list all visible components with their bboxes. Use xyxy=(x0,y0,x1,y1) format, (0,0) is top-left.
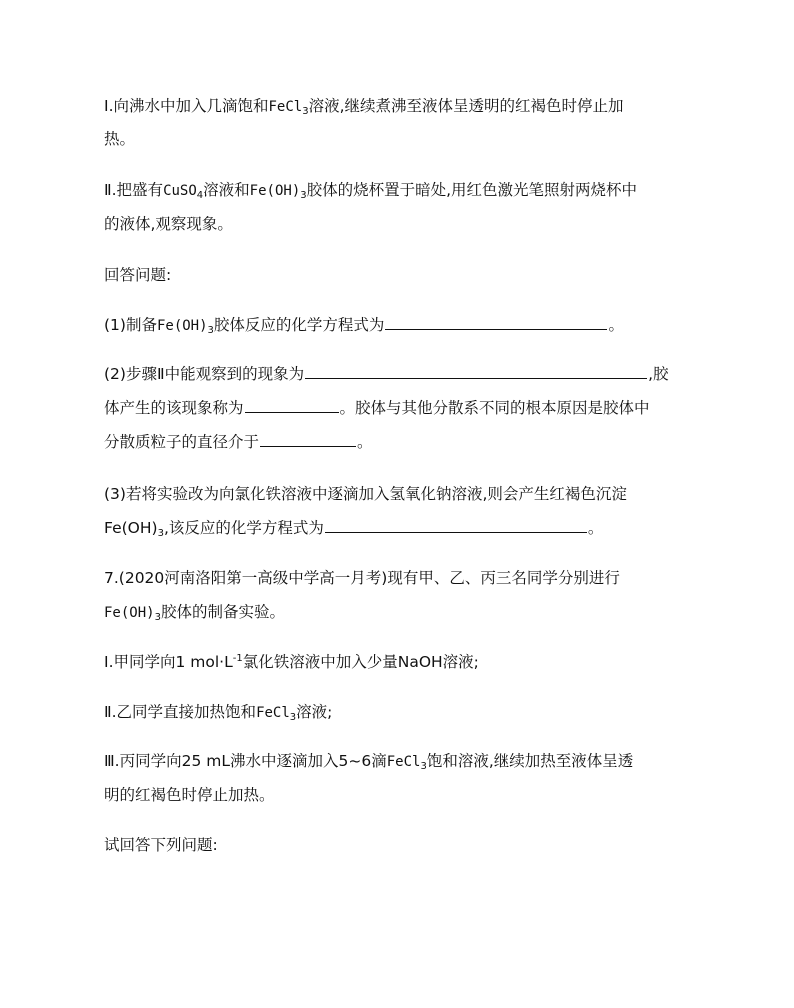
answer-prompt xyxy=(104,265,702,287)
formula-fecl3: FeCl xyxy=(268,99,303,115)
text: Ⅰ.向沸水中加入几滴饱和 xyxy=(104,97,269,115)
formula-feoh3: Fe(OH) xyxy=(104,519,158,537)
procedure-3-line-1 xyxy=(104,751,702,773)
text: 氯化铁溶液中加入少量NaOH溶液; xyxy=(242,653,479,671)
text: Ⅲ.丙同学向25 mL沸水中逐滴加入5~6滴 xyxy=(104,752,387,770)
subscript: 4 xyxy=(196,190,204,201)
formula-fecl3: FeCl xyxy=(256,705,290,721)
text: 的液体,观察现象。 xyxy=(104,215,233,233)
text: 分散质粒子的直径介于 xyxy=(104,433,260,451)
question-1 xyxy=(104,315,702,337)
step-1-line-2 xyxy=(104,129,702,151)
subscript: 3 xyxy=(302,106,309,117)
subscript: 3 xyxy=(154,612,161,623)
question-3-line-2 xyxy=(104,518,702,540)
text: 回答问题: xyxy=(104,266,172,284)
question-3-line-1 xyxy=(104,484,702,506)
text: 饱和溶液,继续加热至液体呈透 xyxy=(426,752,634,770)
procedure-2 xyxy=(104,702,702,724)
text: 热。 xyxy=(104,130,136,148)
text: Ⅰ.甲同学向1 mol·L xyxy=(104,653,233,671)
text: 。 xyxy=(357,433,373,451)
formula-feoh3: Fe(OH) xyxy=(249,183,301,199)
question-2-line-2 xyxy=(104,398,702,420)
formula-fecl3: FeCl xyxy=(386,754,421,770)
procedure-1 xyxy=(104,652,702,674)
subscript: 3 xyxy=(289,712,297,723)
formula-cuso4: CuSO xyxy=(163,183,197,199)
formula-feoh3: Fe(OH) xyxy=(104,605,155,621)
text: 胶体的制备实验。 xyxy=(160,603,285,621)
answer-blank[interactable] xyxy=(245,398,339,413)
superscript: -1 xyxy=(232,653,243,664)
text: 。 xyxy=(608,316,624,334)
answer-blank[interactable] xyxy=(385,315,607,330)
question-2-line-3 xyxy=(104,432,702,454)
text: 体产生的该现象称为 xyxy=(104,399,244,417)
text: Ⅱ.乙同学直接加热饱和 xyxy=(104,703,257,721)
step-2-line-2 xyxy=(104,214,702,236)
text: 胶体反应的化学方程式为 xyxy=(213,316,385,334)
answer-blank[interactable] xyxy=(305,364,647,379)
question-7-line-2 xyxy=(104,602,702,624)
text: 7.(2020河南洛阳第一高级中学高一月考)现有甲、乙、丙三名同学分别进行 xyxy=(104,569,620,587)
subscript: 3 xyxy=(420,761,427,772)
subscript: 3 xyxy=(207,325,214,336)
formula-feoh3: Fe(OH) xyxy=(156,318,208,334)
final-prompt xyxy=(104,835,702,857)
question-2-line-1 xyxy=(104,364,702,386)
text: 明的红褐色时停止加热。 xyxy=(104,786,275,804)
procedure-3-line-2 xyxy=(104,785,702,807)
text: 溶液和 xyxy=(203,181,250,199)
answer-blank[interactable] xyxy=(260,432,356,447)
subscript: 3 xyxy=(157,528,164,539)
answer-blank[interactable] xyxy=(325,518,587,533)
text: 。胶体与其他分散系不同的根本原因是胶体中 xyxy=(339,399,650,417)
text: 溶液; xyxy=(296,703,333,721)
text: 。 xyxy=(587,519,604,537)
text: (3)若将实验改为向氯化铁溶液中逐滴加入氢氧化钠溶液,则会产生红褐色沉淀 xyxy=(104,485,627,503)
step-2-line-1 xyxy=(104,180,702,202)
text: ,胶 xyxy=(648,365,669,383)
text: Ⅱ.把盛有 xyxy=(104,181,164,199)
question-7-line-1 xyxy=(104,568,702,590)
step-1-line-1 xyxy=(104,96,702,118)
text: ,该反应的化学方程式为 xyxy=(163,519,324,537)
text: (2)步骤Ⅱ中能观察到的现象为 xyxy=(104,365,305,383)
text: 试回答下列问题: xyxy=(104,836,218,854)
text: (1)制备 xyxy=(104,316,157,334)
text: 溶液,继续煮沸至液体呈透明的红褐色时停止加 xyxy=(308,97,624,115)
subscript: 3 xyxy=(300,190,307,201)
text: 胶体的烧杯置于暗处,用红色激光笔照射两烧杯中 xyxy=(306,181,638,199)
